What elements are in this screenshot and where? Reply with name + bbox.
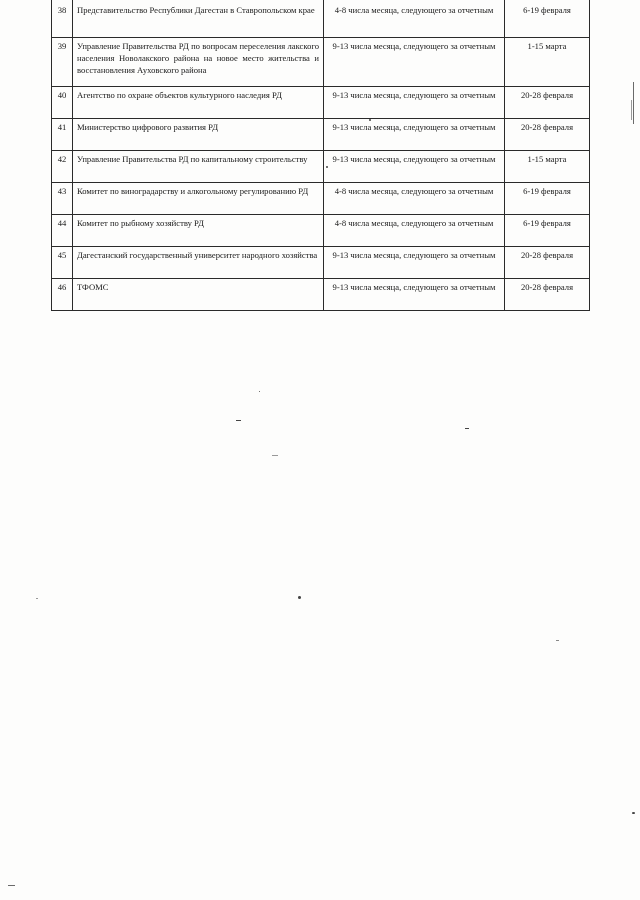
deadline-period: 20-28 февраля bbox=[505, 278, 590, 310]
organization-name: Представительство Республики Дагестан в Ставропольском крае bbox=[73, 0, 324, 37]
deadline-period: 1-15 марта bbox=[505, 37, 590, 86]
deadline-period: 6-19 февраля bbox=[505, 0, 590, 37]
row-number: 45 bbox=[52, 246, 73, 278]
reporting-term: 9-13 числа месяца, следующего за отчетным bbox=[324, 86, 505, 118]
table-row bbox=[52, 278, 590, 310]
scan-speck bbox=[369, 119, 371, 121]
deadline-period: 1-15 марта bbox=[505, 150, 590, 182]
edge-line bbox=[8, 885, 15, 886]
table-row bbox=[52, 86, 590, 118]
reporting-term: 4-8 числа месяца, следующего за отчетным bbox=[324, 0, 505, 37]
row-number: 39 bbox=[52, 37, 73, 86]
deadline-period: 6-19 февраля bbox=[505, 182, 590, 214]
organization-name: Комитет по рыбному хозяйству РД bbox=[73, 214, 324, 246]
reporting-term: 9-13 числа месяца, следующего за отчетным bbox=[324, 150, 505, 182]
deadline-period: 6-19 февраля bbox=[505, 214, 590, 246]
reporting-term: 4-8 числа месяца, следующего за отчетным bbox=[324, 214, 505, 246]
row-number: 40 bbox=[52, 86, 73, 118]
row-number: 44 bbox=[52, 214, 73, 246]
scan-speck bbox=[36, 598, 38, 599]
organization-name: Управление Правительства РД по вопросам переселения лакского населения Новолакского района на новое место жительства и восстановления Ауховского района bbox=[73, 37, 324, 86]
table-row bbox=[52, 0, 590, 37]
reporting-term: 4-8 числа месяца, следующего за отчетным bbox=[324, 182, 505, 214]
scan-speck bbox=[259, 391, 260, 392]
organization-name: Дагестанский государственный университет народного хозяйства bbox=[73, 246, 324, 278]
scan-speck bbox=[632, 812, 635, 814]
edge-line bbox=[633, 82, 634, 124]
table-row bbox=[52, 214, 590, 246]
scan-speck bbox=[298, 596, 301, 599]
organization-name: Комитет по виноградарству и алкогольному регулированию РД bbox=[73, 182, 324, 214]
reporting-term: 9-13 числа месяца, следующего за отчетным bbox=[324, 118, 505, 150]
deadline-period: 20-28 февраля bbox=[505, 118, 590, 150]
row-number: 43 bbox=[52, 182, 73, 214]
reporting-term: 9-13 числа месяца, следующего за отчетным bbox=[324, 278, 505, 310]
table-row bbox=[52, 118, 590, 150]
reporting-term: 9-13 числа месяца, следующего за отчетным bbox=[324, 246, 505, 278]
organization-name: Министерство цифрового развития РД bbox=[73, 118, 324, 150]
table-row bbox=[52, 246, 590, 278]
table-row bbox=[52, 182, 590, 214]
table-row bbox=[52, 37, 590, 86]
deadline-period: 20-28 февраля bbox=[505, 86, 590, 118]
row-number: 42 bbox=[52, 150, 73, 182]
deadline-period: 20-28 февраля bbox=[505, 246, 590, 278]
organization-name: Управление Правительства РД по капитальному строительству bbox=[73, 150, 324, 182]
table-row bbox=[52, 150, 590, 182]
reporting-schedule-table bbox=[51, 0, 590, 311]
organization-name: ТФОМС bbox=[73, 278, 324, 310]
organization-name: Агентство по охране объектов культурного наследия РД bbox=[73, 86, 324, 118]
scan-speck bbox=[465, 428, 469, 429]
scan-speck bbox=[556, 640, 559, 641]
row-number: 41 bbox=[52, 118, 73, 150]
scan-speck bbox=[326, 166, 328, 168]
scan-speck bbox=[272, 455, 278, 456]
edge-line bbox=[631, 100, 632, 120]
row-number: 38 bbox=[52, 0, 73, 37]
reporting-term: 9-13 числа месяца, следующего за отчетным bbox=[324, 37, 505, 86]
row-number: 46 bbox=[52, 278, 73, 310]
scan-speck bbox=[236, 420, 241, 421]
